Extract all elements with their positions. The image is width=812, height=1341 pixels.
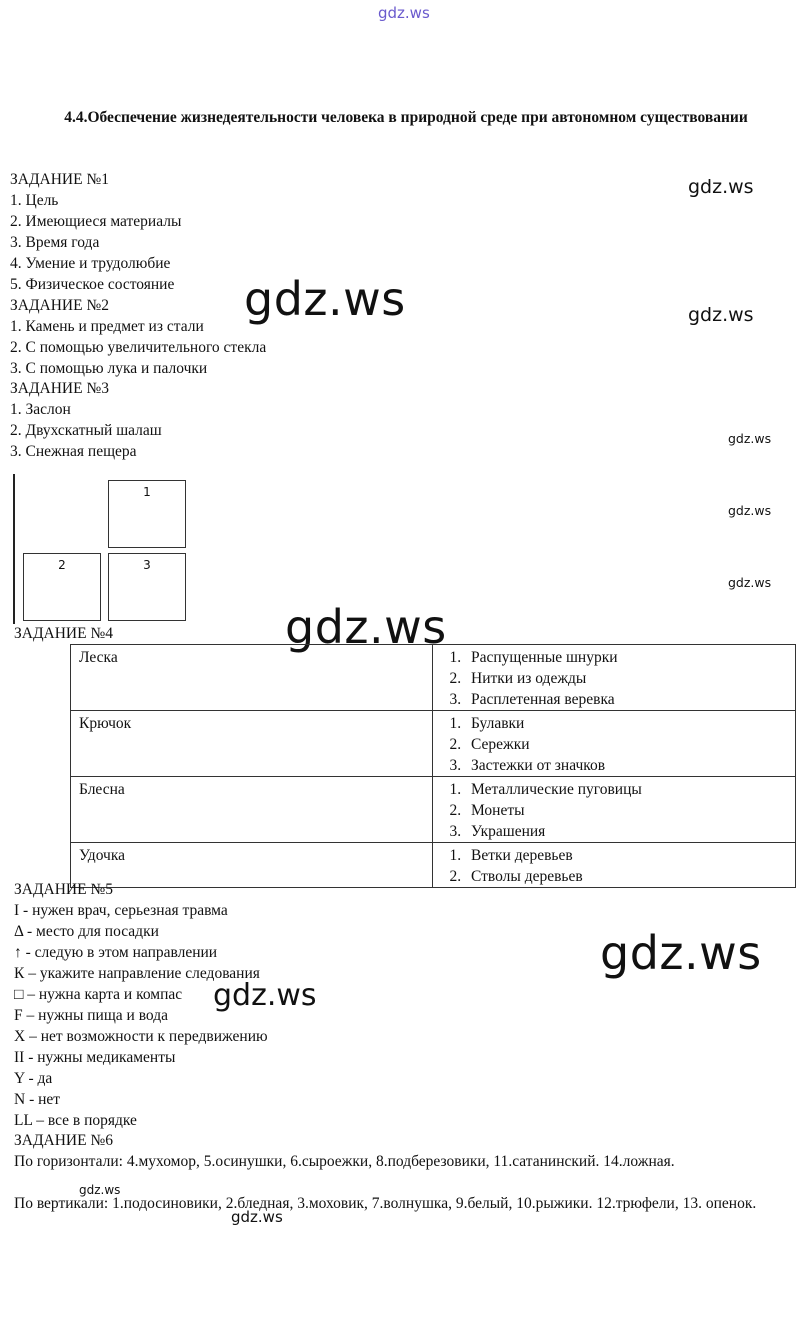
page-title: 4.4.Обеспечение жизнедеятельности человека в природной среде при автономном существовании [64, 109, 748, 126]
table-row [71, 843, 796, 888]
task5-item: LL – все в порядке [14, 1112, 137, 1129]
table-cell-items [433, 711, 796, 777]
table-cell-name: Леска [71, 645, 433, 711]
diagram-vertical-line [13, 474, 15, 624]
table-row [71, 645, 796, 711]
watermark-medium-1: gdz.ws [688, 176, 754, 198]
task5-item: К – укажите направление следования [14, 965, 260, 982]
task4-heading: ЗАДАНИЕ №4 [14, 625, 113, 642]
task3-heading: ЗАДАНИЕ №3 [10, 380, 109, 397]
table-row [71, 777, 796, 843]
task5-item: Δ - место для посадки [14, 923, 159, 940]
diagram-box-1 [108, 480, 186, 548]
task2-item: 3. С помощью лука и палочки [10, 360, 208, 377]
list-item: 1. Ветки деревьев [465, 845, 787, 866]
list-item: 1. Металлические пуговицы [465, 779, 787, 800]
task3-item: 1. Заслон [10, 401, 71, 418]
task6-vertical: По вертикали: 1.подосиновики, 2.бледная, 3.моховик, 7.волнушка, 9.белый, 10.рыжики. 12.трюфели, 13. опенок. [14, 1195, 757, 1212]
diagram-box-label: 1 [143, 485, 151, 499]
task5-item: ↑ - следую в этом направлении [14, 944, 218, 961]
watermark-large-2: gdz.ws [285, 600, 447, 654]
task6-horizontal: По горизонтали: 4.мухомор, 5.осинушки, 6.сыроежки, 8.подберезовики, 11.сатанинский. 14.ложная. [14, 1153, 675, 1170]
task1-item: 4. Умение и трудолюбие [10, 255, 171, 272]
task5-item: N - нет [14, 1091, 61, 1108]
list-item: 1. Распущенные шнурки [465, 647, 787, 668]
task5-item: X – нет возможности к передвижению [14, 1028, 268, 1045]
task5-item: □ – нужна карта и компас [14, 986, 183, 1003]
watermark-small-2: gdz.ws [728, 503, 772, 518]
watermark-top: gdz.ws [378, 4, 430, 22]
task1-item: 5. Физическое состояние [10, 276, 175, 293]
task1-item: 3. Время года [10, 234, 100, 251]
list-item: 2. Монеты [465, 800, 787, 821]
task2-heading: ЗАДАНИЕ №2 [10, 297, 109, 314]
list-item: 2. Сережки [465, 734, 787, 755]
list-item: 3. Застежки от значков [465, 755, 787, 776]
task2-item: 2. С помощью увеличительного стекла [10, 339, 267, 356]
diagram-box-label: 2 [58, 558, 66, 572]
list-item: 2. Нитки из одежды [465, 668, 787, 689]
list-item: 2. Стволы деревьев [465, 866, 787, 887]
table-row [71, 711, 796, 777]
diagram-box-3 [108, 553, 186, 621]
table-cell-items [433, 843, 796, 888]
task2-item: 1. Камень и предмет из стали [10, 318, 204, 335]
diagram-box-label: 3 [143, 558, 151, 572]
task3-item: 3. Снежная пещера [10, 443, 137, 460]
task5-item: II - нужны медикаменты [14, 1049, 176, 1066]
watermark-small-3: gdz.ws [728, 575, 772, 590]
table-cell-name: Удочка [71, 843, 433, 888]
task1-item: 2. Имеющиеся материалы [10, 213, 182, 230]
table-cell-items [433, 777, 796, 843]
watermark-medium-lg: gdz.ws [213, 978, 317, 1013]
task6-heading: ЗАДАНИЕ №6 [14, 1132, 113, 1149]
task5-item: Y - да [14, 1070, 53, 1087]
task4-table [70, 644, 796, 888]
task1-heading: ЗАДАНИЕ №1 [10, 171, 109, 188]
table-cell-name: Блесна [71, 777, 433, 843]
list-item: 1. Булавки [465, 713, 787, 734]
watermark-small-1: gdz.ws [728, 431, 772, 446]
diagram-box-2 [23, 553, 101, 621]
table-cell-items [433, 645, 796, 711]
watermark-small-5: gdz.ws [79, 1183, 121, 1197]
watermark-large-1: gdz.ws [244, 272, 406, 326]
watermark-large-3: gdz.ws [600, 926, 762, 980]
list-item: 3. Расплетенная веревка [465, 689, 787, 710]
task1-item: 1. Цель [10, 192, 59, 209]
table-cell-name: Крючок [71, 711, 433, 777]
list-item: 3. Украшения [465, 821, 787, 842]
task5-item: F – нужны пища и вода [14, 1007, 168, 1024]
watermark-medium-2: gdz.ws [688, 304, 754, 326]
task5-heading: ЗАДАНИЕ №5 [14, 881, 113, 898]
watermark-small-4: gdz.ws [231, 1208, 283, 1226]
task3-item: 2. Двухскатный шалаш [10, 422, 162, 439]
task5-item: I - нужен врач, серьезная травма [14, 902, 228, 919]
